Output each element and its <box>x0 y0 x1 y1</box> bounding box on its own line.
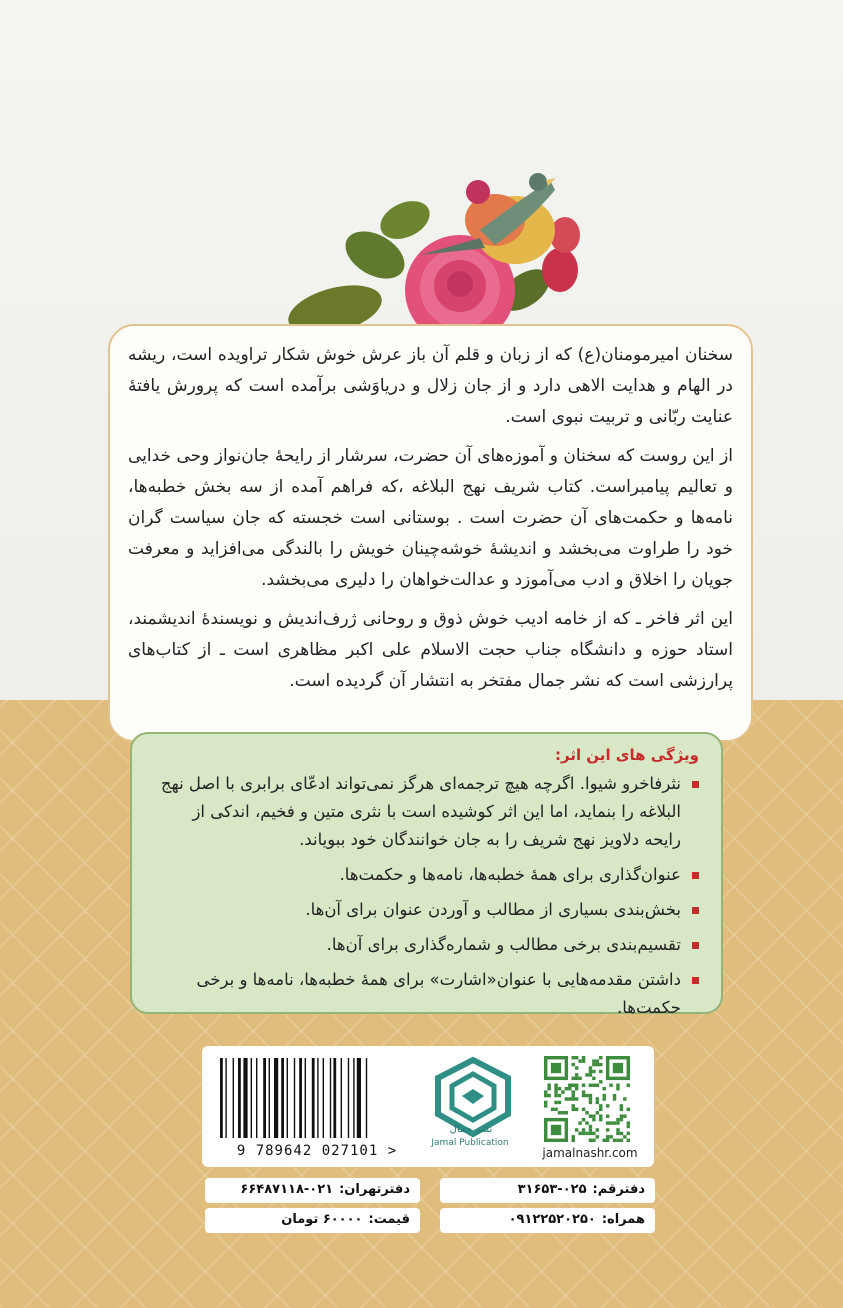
mobile-number <box>440 1208 655 1233</box>
feature-text: داشتن مقدمه‌هایی با عنوان«اشارت» برای همهٔ خطبه‌ها، نامه‌ها و برخی حکمت‌ها. <box>196 970 681 1017</box>
price-value: ۶۰۰۰۰ تومان <box>281 1212 363 1227</box>
isbn-number: 9 789642 027101 > <box>236 1143 398 1159</box>
feature-item <box>154 896 699 924</box>
features-box <box>130 732 723 1017</box>
features-list <box>154 770 699 1022</box>
feature-item <box>154 861 699 889</box>
introduction-box <box>108 324 753 742</box>
feature-text: تقسیم‌بندی برخی مطالب و شماره‌گذاری برای آن‌ها. <box>326 935 681 954</box>
bullet-square-icon <box>692 942 699 949</box>
isbn-barcode <box>216 1058 410 1138</box>
office-qom-value: ۰۲۵-۳۱۶۵۳ <box>517 1182 587 1197</box>
office-tehran-label: دفترتهران: <box>339 1182 410 1197</box>
bullet-square-icon <box>692 781 699 788</box>
feature-text: عنوان‌گذاری برای همهٔ خطبه‌ها، نامه‌ها و حکمت‌ها. <box>339 865 681 884</box>
website-link[interactable]: jamalnashr.com <box>542 1146 638 1160</box>
feature-text: نثرفاخرو شیوا. اگرچه هیچ ترجمه‌ای هرگز نمی‌تواند ادعّای برابری با اصل نهج البلاغه را بنماید، اما این اثر کوشیده است با نثری متین و فخیم، اندکی از رایحه دلاویز نهج شریف را به جان خوانندگان خود ببویاند. <box>160 774 681 849</box>
office-tehran-value: ۰۲۱-۶۶۴۸۷۱۱۸ <box>240 1182 334 1197</box>
bullet-square-icon <box>692 907 699 914</box>
mobile-label: همراه: <box>601 1212 645 1227</box>
intro-paragraph-2: از این روست که سخنان و آموزه‌های آن حضرت، سرشار از رایحهٔ جان‌نواز وحی خدایی و تعالیم پیامبراست. کتاب شریف نهج البلاغه ،که فراهم آمده از سه بخش خطبه‌ها، نامه‌ها و حکمت‌های آن حضرت است . بوستانی است خجسته که جان سیاست گران خود را طراوت می‌بخشد و اندیشهٔ خوشه‌چینان خویش را بالندگی می‌افزاید و معرفت جویان را اخلاق و ادب می‌آموزد و عدالت‌خواهان را دلیری می‌بخشد. <box>128 446 733 590</box>
features-title: ویژگی های این اثر: <box>554 746 699 764</box>
qr-code <box>544 1056 630 1142</box>
intro-paragraph-3: این اثر فاخر ـ که از خامه ادیب خوش ذوق و روحانی ژرف‌اندیش و نویسندهٔ اندیشمند، استاد حوزه و دانشگاه جناب حجت الاسلام علی اکبر مظاهری است ـ از کتاب‌های پرارزشی است که نشر جمال مفتخر به انتشار آن گردیده است. <box>128 609 733 691</box>
publisher-info-box <box>202 1046 654 1167</box>
office-tehran <box>205 1178 420 1203</box>
office-qom-label: دفترقم: <box>592 1182 645 1197</box>
publisher-caption: Jamal Publication <box>431 1138 509 1148</box>
feature-item <box>154 966 699 1022</box>
flower-bird-illustration <box>280 160 620 345</box>
feature-item <box>154 770 699 854</box>
mobile-value: ۰۹۱۲۲۵۲۰۲۵۰ <box>508 1212 596 1227</box>
price <box>205 1208 420 1233</box>
bullet-square-icon <box>692 872 699 879</box>
feature-text: بخش‌بندی بسیاری از مطالب و آوردن عنوان برای آن‌ها. <box>305 900 681 919</box>
feature-item <box>154 931 699 959</box>
price-label: قیمت: <box>368 1212 410 1227</box>
office-qom <box>440 1178 655 1203</box>
publisher-name: نشر جمال <box>449 1124 493 1135</box>
intro-paragraph-1: سخنان امیرمومنان(ع) که از زبان و قلم آن باز عرش خوش شکار تراویده است، ریشه در الهام و هدایت الاهی دارد و از جان زلال و دریاوَشی برآمده است که پرورش یافتهٔ عنایت ربّانی و تربیت نبوی است. <box>128 345 733 427</box>
bullet-square-icon <box>692 977 699 984</box>
